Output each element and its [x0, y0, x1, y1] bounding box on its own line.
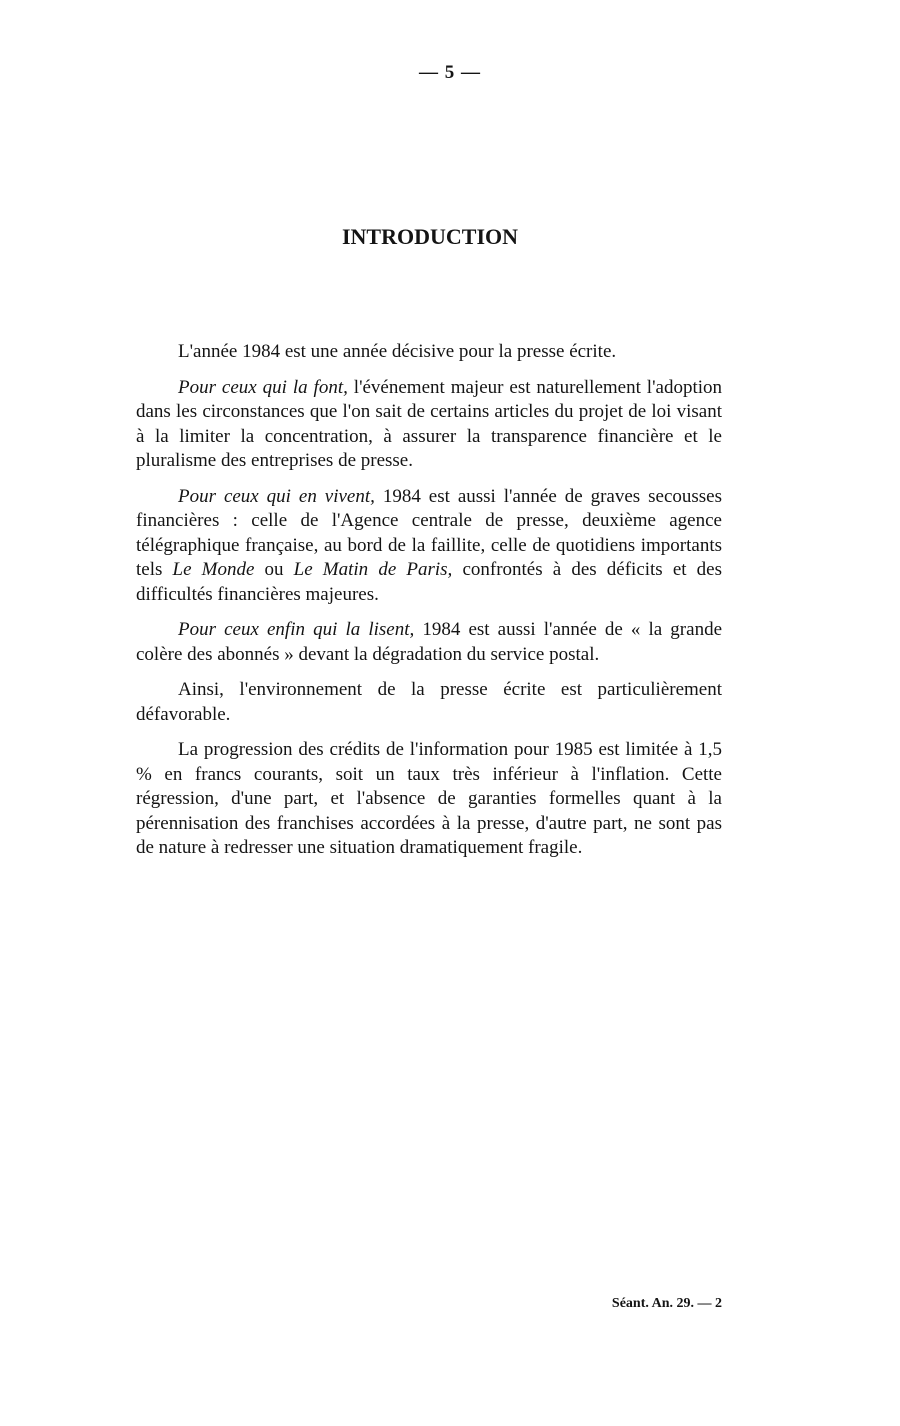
- page-footer: Séant. An. 29. — 2: [611, 1296, 722, 1311]
- paragraph-1-text: L'année 1984 est une année décisive pour la presse écrite.: [178, 341, 617, 362]
- paragraph-2-text: l'événement majeur est naturellement l'adoption dans les circonstances que l'on sait de certains articles du projet de loi visant à la limiter la concentration, à assurer la transparence financière et le pluralisme des entreprises de presse.: [136, 376, 722, 471]
- paragraph-2-lead: Pour ceux qui la font,: [178, 376, 348, 398]
- paragraph-5: [136, 678, 722, 727]
- paragraph-2: [136, 376, 722, 474]
- paragraph-3-text-c: confrontés à des déficits et des difficultés financières majeures.: [136, 559, 723, 605]
- body-text: [136, 340, 722, 872]
- page-title: INTRODUCTION: [341, 224, 519, 249]
- paragraph-6: [136, 738, 722, 861]
- paragraph-6-text: La progression des crédits de l'information pour 1985 est limitée à 1,5 % en francs courants, soit un taux très inférieur à l'inflation. Cette régression, d'une part, et l'absence de garanties formelles quant à la pérennisation des franchises accordées à la presse, d'autre part, ne sont pas de nature à redresser une situation dramatiquement fragile.: [136, 739, 722, 858]
- paragraph-3-lead: Pour ceux qui en vivent,: [178, 485, 375, 507]
- paragraph-3-text-a: 1984 est aussi l'année de graves secousses financières : celle de l'Agence centrale de presse, deuxième agence télégraphique française, au bord de la faillite, celle de quotidiens importants tels: [136, 485, 722, 580]
- paragraph-4: [136, 618, 722, 667]
- paragraph-4-text: 1984 est aussi l'année de « la grande colère des abonnés » devant la dégradation du service postal.: [136, 619, 722, 665]
- newspaper-le-monde: Le Monde: [172, 559, 255, 580]
- paragraph-5-text: Ainsi, l'environnement de la presse écrite est particulièrement défavorable.: [136, 679, 722, 725]
- newspaper-le-matin: Le Matin de Paris,: [293, 559, 453, 580]
- paragraph-1: [136, 340, 722, 365]
- paragraph-4-lead: Pour ceux enfin qui la lisent,: [178, 619, 415, 640]
- paragraph-3: [136, 485, 722, 608]
- paragraph-3-text-b: ou: [254, 559, 294, 580]
- page-number: — 5 —: [419, 62, 481, 83]
